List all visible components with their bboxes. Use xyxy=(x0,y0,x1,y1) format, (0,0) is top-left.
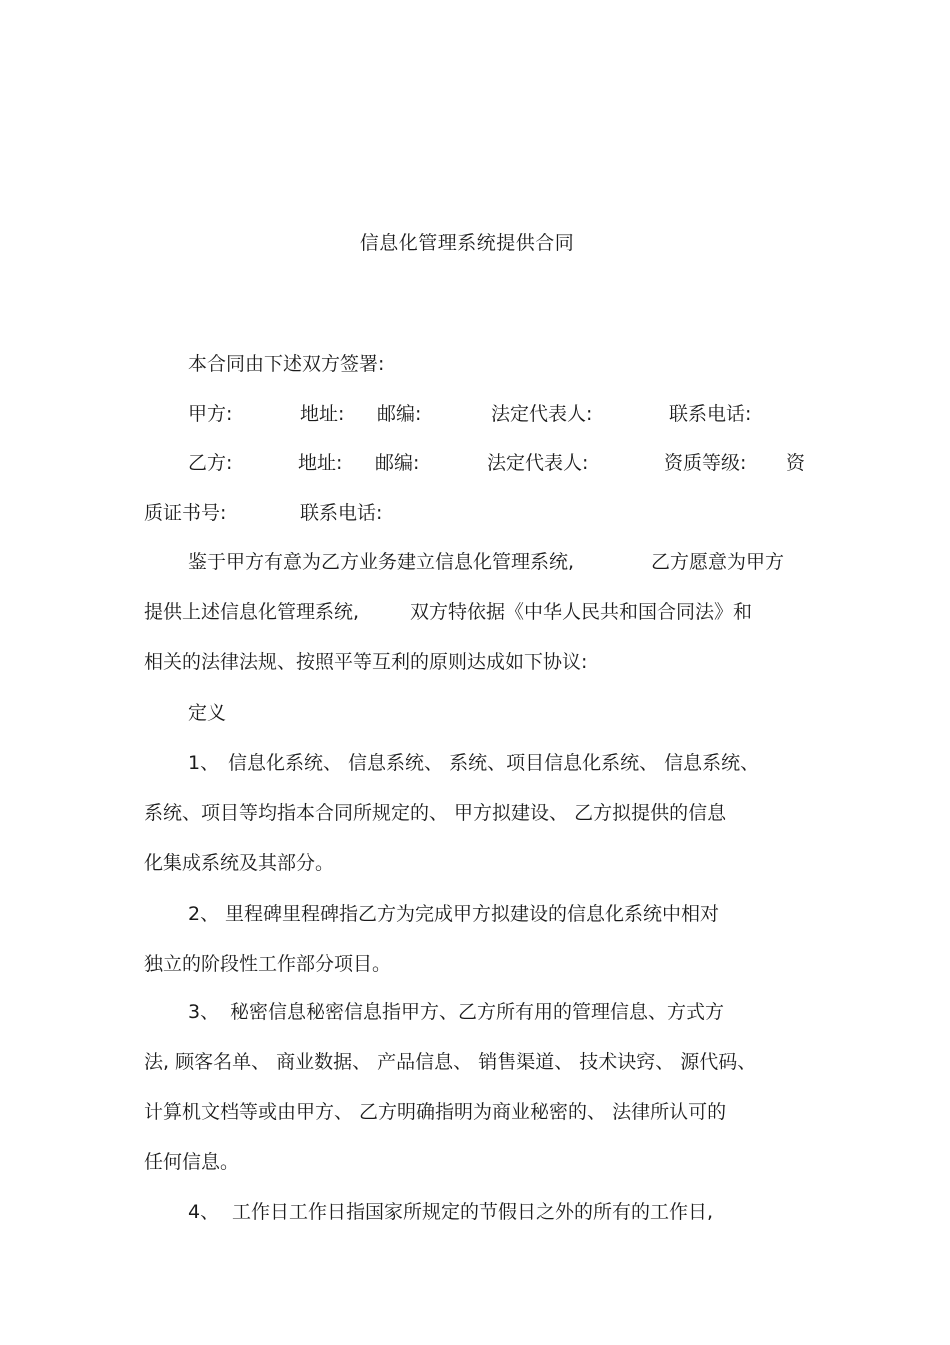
party-a-legal-rep: 法定代表人: xyxy=(491,403,593,425)
item-4-text-1: 工作日工作日指国家所规定的节假日之外的所有的工作日, xyxy=(232,1201,714,1223)
preamble-line-1 xyxy=(188,549,808,575)
party-a-postcode: 邮编: xyxy=(377,403,422,425)
item-2-line-2: 独立的阶段性工作部分项目。 xyxy=(144,953,392,975)
preamble-text-1a: 鉴于甲方有意为乙方业务建立信息化管理系统, xyxy=(188,551,575,573)
item-3-line-1 xyxy=(188,999,808,1025)
party-a-phone: 联系电话: xyxy=(669,403,752,425)
party-b-cert-line xyxy=(144,500,544,526)
party-b-cert-part1: 资 xyxy=(786,452,806,474)
item-2-number: 2、 xyxy=(188,903,220,925)
party-b-label: 乙方: xyxy=(188,452,233,474)
party-a-line xyxy=(188,401,808,427)
party-b-postcode: 邮编: xyxy=(375,452,420,474)
item-3-text-1: 秘密信息秘密信息指甲方、乙方所有用的管理信息、方式方 xyxy=(230,1001,725,1023)
item-1-line-2: 系统、项目等均指本合同所规定的、 甲方拟建设、 乙方拟提供的信息 xyxy=(144,802,727,824)
party-b-qualification: 资质等级: xyxy=(664,452,747,474)
item-1-line-3: 化集成系统及其部分。 xyxy=(144,852,335,874)
item-1-line-1 xyxy=(188,750,808,776)
preamble-text-1b: 乙方愿意为甲方 xyxy=(651,551,785,573)
party-b-phone: 联系电话: xyxy=(300,502,383,524)
party-b-cert-part2: 质证书号: xyxy=(144,502,227,524)
party-b-line xyxy=(188,450,808,476)
party-a-address: 地址: xyxy=(300,403,345,425)
preamble-text-2a: 提供上述信息化管理系统, xyxy=(144,601,360,623)
preamble-line-3: 相关的法律法规、按照平等互利的原则达成如下协议: xyxy=(144,651,588,673)
item-3-line-3: 计算机文档等或由甲方、 乙方明确指明为商业秘密的、 法律所认可的 xyxy=(144,1101,727,1123)
document-title: 信息化管理系统提供合同 xyxy=(359,232,575,254)
item-2-line-1 xyxy=(188,901,808,927)
item-1-text-1: 信息化系统、 信息系统、 系统、项目信息化系统、 信息系统、 xyxy=(228,752,760,774)
item-4-line-1 xyxy=(188,1199,808,1225)
party-a-label: 甲方: xyxy=(188,403,233,425)
preamble-text-2b: 双方特依据《中华人民共和国合同法》和 xyxy=(410,601,753,623)
party-b-legal-rep: 法定代表人: xyxy=(487,452,589,474)
party-b-address: 地址: xyxy=(298,452,343,474)
item-3-line-4: 任何信息。 xyxy=(144,1151,240,1173)
definitions-heading: 定义 xyxy=(188,702,227,724)
intro-line: 本合同由下述双方签署: xyxy=(188,353,385,375)
item-1-number: 1、 xyxy=(188,752,220,774)
item-3-line-2: 法, 顾客名单、 商业数据、 产品信息、 销售渠道、 技术诀窍、 源代码、 xyxy=(144,1051,757,1073)
item-3-number: 3、 xyxy=(188,1001,220,1023)
preamble-line-2 xyxy=(144,599,804,625)
item-2-text-1: 里程碑里程碑指乙方为完成甲方拟建设的信息化系统中相对 xyxy=(225,903,720,925)
item-4-number: 4、 xyxy=(188,1201,220,1223)
